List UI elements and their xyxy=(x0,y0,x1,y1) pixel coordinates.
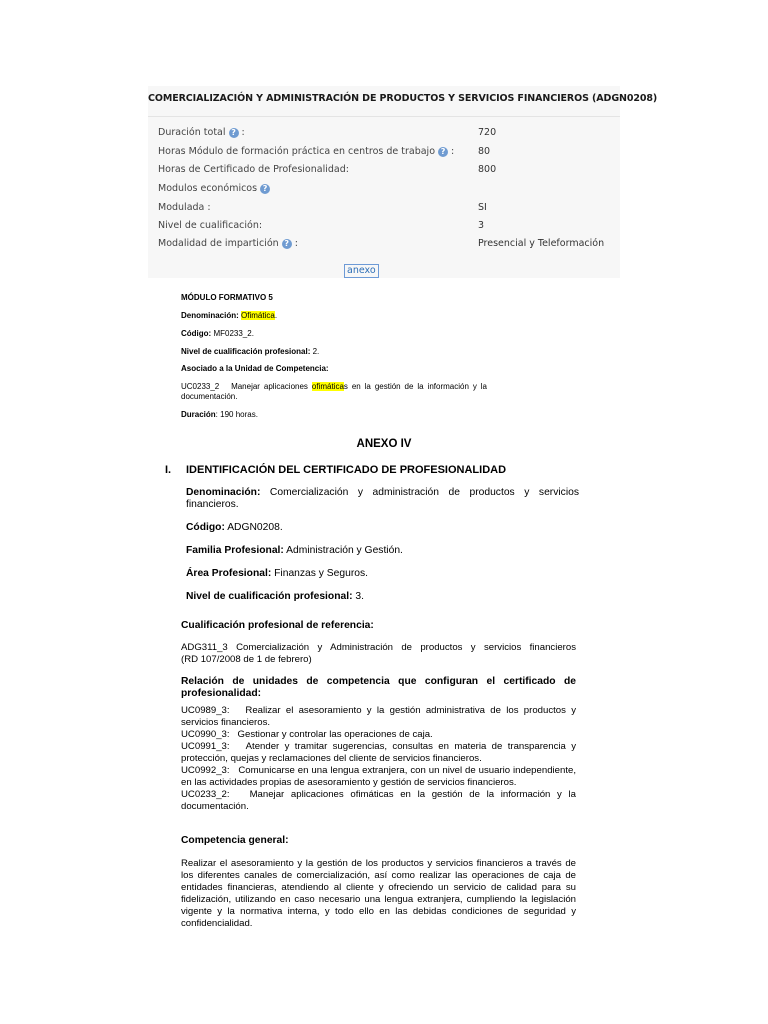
label-modulada: Modulada : xyxy=(158,202,211,213)
label-nivel-cualificacion: Nivel de cualificación: xyxy=(158,220,263,231)
cualificacion-line: ADG311_3 Comercialización y Administración de productos y servicios financieros xyxy=(181,642,576,653)
annex-link[interactable]: anexo xyxy=(344,264,379,278)
module-denominacion: Denominación: Ofimática. xyxy=(181,311,278,320)
label-duracion-total: Duración total ? : xyxy=(158,127,245,138)
value-horas-practica: 80 xyxy=(478,146,491,157)
help-icon[interactable]: ? xyxy=(438,147,448,157)
cualificacion-heading: Cualificación profesional de referencia: xyxy=(181,620,374,631)
value-duracion-total: 720 xyxy=(478,127,497,138)
cualificacion-referencia xyxy=(181,642,576,666)
section-number: I. xyxy=(165,464,172,476)
competencia-text: Realizar el asesoramiento y la gestión de los productos y servicios financieros a través de los diferentes canales de comercialización, así como realizar las operaciones de caja de entidades financieras, atendiendo al cliente y ofreciendo un servicio de calidad para su fidelización, utilizando en caso necesario una lengua extranjera, cumpliendo la legislación vigente y la normativa interna, y todo ello en las debidas condiciones de seguridad y confidencialidad. xyxy=(181,858,576,929)
unit-item: UC0989_3: Realizar el asesoramiento y la gestión administrativa de los productos y servicios financieros. xyxy=(181,705,576,728)
codigo: Código: ADGN0208. xyxy=(186,522,283,533)
module-asociado: Asociado a la Unidad de Competencia: xyxy=(181,364,329,373)
module-nivel: Nivel de cualificación profesional: 2. xyxy=(181,347,320,356)
nivel-cualificacion: Nivel de cualificación profesional: 3. xyxy=(186,591,364,602)
units-list xyxy=(181,705,576,813)
anexo-title: ANEXO IV xyxy=(356,438,412,450)
denominacion: Denominación: Comercialización y administración de productos y servicios financieros. xyxy=(186,487,579,510)
value-horas-certificado: 800 xyxy=(478,164,497,175)
relacion-heading: Relación de unidades de competencia que configuran el certificado de profesionalidad: xyxy=(181,676,576,699)
cualificacion-rd: (RD 107/2008 de 1 de febrero) xyxy=(181,654,312,665)
label-modulos-economicos: Modulos económicos ? xyxy=(158,183,270,194)
value-modalidad: Presencial y Teleformación xyxy=(478,238,605,249)
title-divider xyxy=(148,116,620,117)
module-unit-competencia: UC0233_2 Manejar aplicaciones ofimáticas en la gestión de la información y la documentación. xyxy=(181,382,487,401)
help-icon[interactable]: ? xyxy=(260,184,270,194)
section-title: IDENTIFICACIÓN DEL CERTIFICADO DE PROFESIONALIDAD xyxy=(186,464,507,476)
competencia-heading: Competencia general: xyxy=(181,835,289,846)
label-horas-certificado: Horas de Certificado de Profesionalidad: xyxy=(158,164,349,175)
help-icon[interactable]: ? xyxy=(282,239,292,249)
help-icon[interactable]: ? xyxy=(229,128,239,138)
unit-item: UC0992_3: Comunicarse en una lengua extranjera, con un nivel de usuario independiente, en las actividades propias de asesoramiento y gestión de servicios financieros. xyxy=(181,765,576,788)
label-modalidad: Modalidad de impartición ? : xyxy=(158,238,298,249)
value-nivel-cualificacion: 3 xyxy=(478,220,485,231)
area-profesional: Área Profesional: Finanzas y Seguros. xyxy=(186,568,369,579)
module-heading: MÓDULO FORMATIVO 5 xyxy=(181,293,273,302)
unit-item: UC0233_2: Manejar aplicaciones ofimáticas en la gestión de la información y la documentación. xyxy=(181,789,576,812)
familia-profesional: Familia Profesional: Administración y Gestión. xyxy=(186,545,403,556)
label-horas-practica: Horas Módulo de formación práctica en centros de trabajo ? : xyxy=(158,146,455,157)
unit-item: UC0990_3: Gestionar y controlar las operaciones de caja. xyxy=(181,729,433,740)
unit-item: UC0991_3: Atender y tramitar sugerencias, consultas en materia de transparencia y protección, quejas y reclamaciones del cliente de servicios financieros. xyxy=(181,741,576,764)
course-title: COMERCIALIZACIÓN Y ADMINISTRACIÓN DE PRODUCTOS Y SERVICIOS FINANCIEROS (ADGN0208) xyxy=(148,93,658,104)
module-codigo: Código: MF0233_2. xyxy=(181,329,254,338)
value-modulada: SI xyxy=(478,202,487,213)
module-duracion: Duración: 190 horas. xyxy=(181,410,258,419)
course-info-panel xyxy=(148,86,658,278)
